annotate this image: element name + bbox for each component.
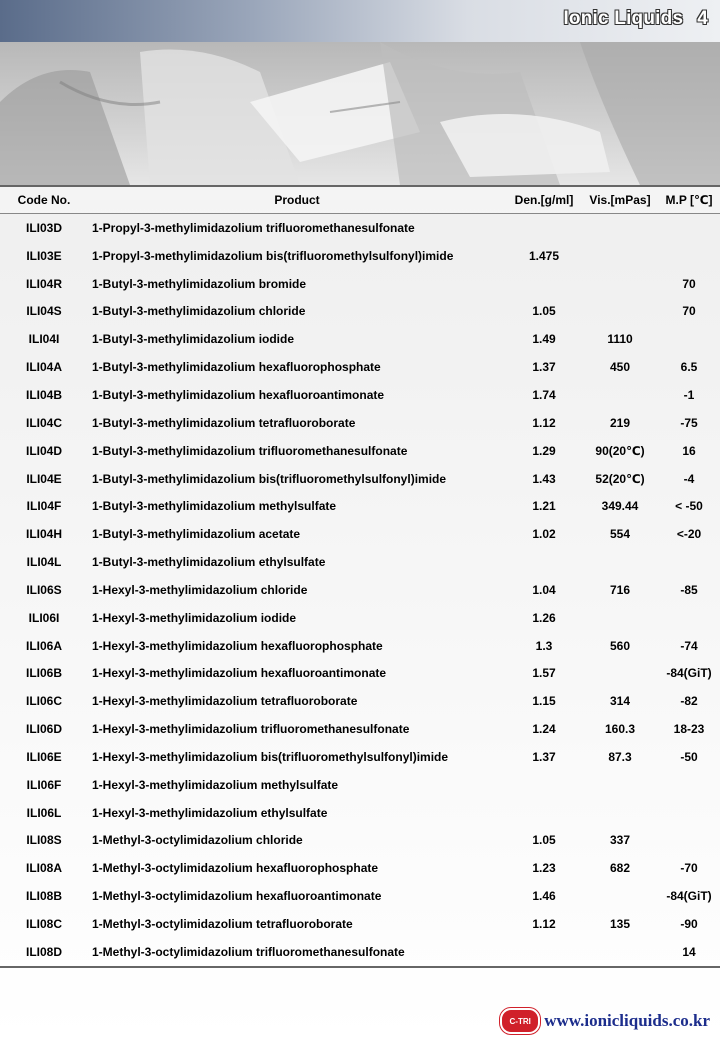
table-row bbox=[0, 743, 720, 771]
cell-code: ILI04R bbox=[25, 276, 62, 291]
title-text: Ionic Liquids bbox=[563, 8, 684, 29]
cell-code: ILI04I bbox=[28, 332, 60, 347]
cell-den: 1.29 bbox=[532, 443, 556, 458]
cell-vis bbox=[582, 604, 658, 632]
table-row bbox=[0, 492, 720, 520]
cell-code: ILI04C bbox=[25, 415, 62, 430]
cell-den: 1.05 bbox=[532, 304, 556, 319]
cell-product: 1-Methyl-3-octylimidazolium chloride bbox=[92, 833, 303, 848]
cell-vis bbox=[582, 381, 658, 409]
cell-mp: -90 bbox=[680, 917, 698, 932]
table-row bbox=[0, 353, 720, 381]
cell-vis: 90(20℃) bbox=[595, 443, 645, 458]
cell-code: ILI04F bbox=[26, 499, 62, 514]
table-row bbox=[0, 520, 720, 548]
cell-vis bbox=[582, 548, 658, 576]
cell-vis: 349.44 bbox=[601, 499, 639, 514]
table-row bbox=[0, 548, 720, 576]
header-photo bbox=[0, 42, 720, 185]
cell-product: 1-Hexyl-3-methylimidazolium ethylsulfate bbox=[92, 805, 328, 820]
table-row bbox=[0, 465, 720, 493]
cell-mp bbox=[658, 548, 720, 576]
cell-product: 1-Butyl-3-methylimidazolium bromide bbox=[92, 276, 307, 291]
cell-mp: -70 bbox=[680, 861, 698, 876]
cell-den: 1.475 bbox=[528, 248, 560, 263]
table-row bbox=[0, 771, 720, 799]
table-row bbox=[0, 409, 720, 437]
table-row bbox=[0, 910, 720, 938]
cell-product: 1-Butyl-3-methylimidazolium hexafluorophosphate bbox=[92, 360, 381, 375]
cell-code: ILI04H bbox=[25, 527, 62, 542]
table-row bbox=[0, 938, 720, 966]
cell-den: 1.02 bbox=[532, 527, 556, 542]
cell-product: 1-Hexyl-3-methylimidazolium trifluoromethanesulfonate bbox=[92, 722, 410, 737]
cell-vis: 337 bbox=[609, 833, 631, 848]
cell-code: ILI08B bbox=[25, 889, 62, 904]
table-row bbox=[0, 325, 720, 353]
cell-den bbox=[506, 270, 582, 298]
cell-product: 1-Butyl-3-methylimidazolium trifluoromethanesulfonate bbox=[92, 443, 408, 458]
cell-vis bbox=[582, 882, 658, 910]
cell-mp bbox=[658, 242, 720, 270]
cell-mp: 14 bbox=[682, 944, 696, 959]
cell-mp: < -50 bbox=[675, 499, 703, 514]
cell-mp: -50 bbox=[680, 749, 698, 764]
cell-code: ILI06S bbox=[26, 582, 62, 597]
cell-vis: 1110 bbox=[607, 332, 633, 347]
cell-vis: 716 bbox=[609, 582, 631, 597]
cell-den: 1.74 bbox=[532, 387, 556, 402]
table-row bbox=[0, 437, 720, 465]
cell-den bbox=[506, 799, 582, 827]
cell-code: ILI04A bbox=[25, 360, 62, 375]
cell-code: ILI06B bbox=[25, 666, 62, 681]
cell-vis bbox=[582, 799, 658, 827]
col-header-density: Den.[g/ml] bbox=[506, 187, 582, 214]
table-row bbox=[0, 242, 720, 270]
cell-code: ILI06C bbox=[25, 694, 62, 709]
cell-den bbox=[506, 938, 582, 966]
cell-vis bbox=[582, 938, 658, 966]
cell-code: ILI04E bbox=[26, 471, 62, 486]
cell-code: ILI03D bbox=[25, 220, 62, 235]
cell-product: 1-Methyl-3-octylimidazolium hexafluorophosphate bbox=[92, 861, 379, 876]
cell-code: ILI06L bbox=[26, 805, 62, 820]
cell-mp: -82 bbox=[680, 694, 698, 709]
table-row bbox=[0, 799, 720, 827]
table-row bbox=[0, 381, 720, 409]
cell-code: ILI04S bbox=[26, 304, 62, 319]
cell-vis: 135 bbox=[609, 917, 631, 932]
lab-photo-illustration bbox=[0, 42, 720, 185]
cell-den: 1.23 bbox=[532, 861, 556, 876]
cell-vis: 314 bbox=[609, 694, 631, 709]
cell-product: 1-Butyl-3-methylimidazolium tetrafluoroborate bbox=[92, 415, 356, 430]
cell-vis bbox=[582, 660, 658, 688]
cell-vis bbox=[582, 214, 658, 242]
cell-mp bbox=[658, 827, 720, 855]
cell-product: 1-Butyl-3-methylimidazolium acetate bbox=[92, 527, 301, 542]
cell-product: 1-Methyl-3-octylimidazolium hexafluoroantimonate bbox=[92, 889, 382, 904]
cell-den: 1.05 bbox=[532, 833, 556, 848]
cell-product: 1-Hexyl-3-methylimidazolium bis(trifluoromethylsulfonyl)imide bbox=[92, 749, 449, 764]
cell-product: 1-Hexyl-3-methylimidazolium methylsulfate bbox=[92, 777, 339, 792]
cell-mp: -75 bbox=[680, 415, 698, 430]
cell-code: ILI04L bbox=[26, 555, 62, 570]
cell-den: 1.04 bbox=[532, 582, 556, 597]
cell-code: ILI06E bbox=[26, 749, 62, 764]
cell-vis: 560 bbox=[609, 638, 631, 653]
product-table bbox=[0, 185, 720, 968]
table-row bbox=[0, 715, 720, 743]
cell-mp: 18-23 bbox=[673, 722, 705, 737]
cell-vis: 554 bbox=[609, 527, 631, 542]
page-number: 4 bbox=[697, 8, 708, 29]
website-link[interactable]: www.ionicliquids.co.kr bbox=[544, 1011, 710, 1030]
table-row bbox=[0, 632, 720, 660]
cell-mp: 70 bbox=[682, 276, 696, 291]
cell-code: ILI04B bbox=[25, 387, 62, 402]
table-row bbox=[0, 827, 720, 855]
cell-den: 1.57 bbox=[532, 666, 556, 681]
cell-vis bbox=[582, 298, 658, 326]
cell-vis: 52(20℃) bbox=[595, 471, 645, 486]
cell-code: ILI08C bbox=[25, 917, 62, 932]
table-row bbox=[0, 604, 720, 632]
cell-den: 1.37 bbox=[532, 749, 556, 764]
cell-den: 1.12 bbox=[532, 917, 556, 932]
cell-product: 1-Hexyl-3-methylimidazolium chloride bbox=[92, 582, 308, 597]
cell-product: 1-Butyl-3-methylimidazolium chloride bbox=[92, 304, 306, 319]
cell-den: 1.3 bbox=[535, 638, 553, 653]
table-row bbox=[0, 687, 720, 715]
table-body bbox=[0, 214, 720, 966]
cell-product: 1-Butyl-3-methylimidazolium methylsulfate bbox=[92, 499, 337, 514]
cell-product: 1-Hexyl-3-methylimidazolium hexafluoroantimonate bbox=[92, 666, 387, 681]
cell-den bbox=[506, 214, 582, 242]
cell-code: ILI06A bbox=[25, 638, 62, 653]
cell-den: 1.37 bbox=[532, 360, 556, 375]
table-row bbox=[0, 270, 720, 298]
cell-den: 1.24 bbox=[532, 722, 556, 737]
cell-vis: 160.3 bbox=[604, 722, 636, 737]
header-banner bbox=[0, 0, 720, 43]
cell-product: 1-Hexyl-3-methylimidazolium hexafluorophosphate bbox=[92, 638, 383, 653]
cell-den: 1.21 bbox=[532, 499, 556, 514]
cell-code: ILI06F bbox=[26, 777, 62, 792]
table-row bbox=[0, 660, 720, 688]
cell-den bbox=[506, 548, 582, 576]
cell-product: 1-Hexyl-3-methylimidazolium tetrafluoroborate bbox=[92, 694, 358, 709]
cell-product: 1-Hexyl-3-methylimidazolium iodide bbox=[92, 610, 297, 625]
cell-den: 1.43 bbox=[532, 471, 556, 486]
cell-product: 1-Methyl-3-octylimidazolium tetrafluoroborate bbox=[92, 917, 353, 932]
cell-den: 1.15 bbox=[532, 694, 556, 709]
cell-vis: 682 bbox=[609, 861, 631, 876]
col-header-melting-point: M.P [℃] bbox=[658, 187, 720, 214]
cell-den: 1.12 bbox=[532, 415, 556, 430]
col-header-product: Product bbox=[88, 187, 506, 214]
table-row bbox=[0, 854, 720, 882]
cell-product: 1-Butyl-3-methylimidazolium bis(trifluoromethylsulfonyl)imide bbox=[92, 471, 447, 486]
cell-product: 1-Butyl-3-methylimidazolium iodide bbox=[92, 332, 295, 347]
page-title bbox=[563, 8, 708, 30]
cell-mp bbox=[658, 799, 720, 827]
cell-code: ILI08A bbox=[25, 861, 62, 876]
cell-code: ILI06I bbox=[28, 610, 60, 625]
table-row bbox=[0, 214, 720, 242]
cell-code: ILI08S bbox=[26, 833, 62, 848]
cell-mp: -4 bbox=[683, 471, 695, 486]
cell-mp bbox=[658, 604, 720, 632]
cell-product: 1-Propyl-3-methylimidazolium bis(trifluoromethylsulfonyl)imide bbox=[92, 248, 454, 263]
cell-den: 1.46 bbox=[532, 889, 556, 904]
cell-product: 1-Methyl-3-octylimidazolium trifluoromethanesulfonate bbox=[92, 944, 405, 959]
cell-code: ILI08D bbox=[25, 944, 62, 959]
cell-mp: 6.5 bbox=[680, 360, 698, 375]
company-logo bbox=[500, 1008, 540, 1034]
table-header-row bbox=[0, 187, 720, 214]
logo-text: C-TRI bbox=[509, 1016, 531, 1026]
cell-vis bbox=[582, 242, 658, 270]
cell-mp: 70 bbox=[682, 304, 696, 319]
cell-mp: -84(GiT) bbox=[666, 889, 712, 904]
col-header-viscosity: Vis.[mPas] bbox=[582, 187, 658, 214]
cell-mp: -74 bbox=[680, 638, 698, 653]
cell-mp bbox=[658, 325, 720, 353]
table-row bbox=[0, 576, 720, 604]
cell-product: 1-Propyl-3-methylimidazolium trifluoromethanesulfonate bbox=[92, 220, 415, 235]
footer bbox=[500, 1008, 710, 1034]
cell-product: 1-Butyl-3-methylimidazolium hexafluoroantimonate bbox=[92, 387, 385, 402]
cell-mp bbox=[658, 214, 720, 242]
cell-den bbox=[506, 771, 582, 799]
cell-vis: 219 bbox=[609, 415, 631, 430]
cell-mp: -84(GiT) bbox=[666, 666, 712, 681]
cell-code: ILI03E bbox=[26, 248, 62, 263]
table-row bbox=[0, 298, 720, 326]
cell-vis bbox=[582, 771, 658, 799]
cell-vis: 87.3 bbox=[608, 749, 632, 764]
cell-mp: -85 bbox=[680, 582, 698, 597]
cell-mp bbox=[658, 771, 720, 799]
cell-product: 1-Butyl-3-methylimidazolium ethylsulfate bbox=[92, 555, 326, 570]
cell-mp: -1 bbox=[683, 387, 695, 402]
cell-code: ILI04D bbox=[25, 443, 62, 458]
cell-den: 1.49 bbox=[532, 332, 556, 347]
cell-mp: <-20 bbox=[676, 527, 702, 542]
table-row bbox=[0, 882, 720, 910]
cell-code: ILI06D bbox=[25, 722, 62, 737]
cell-mp: 16 bbox=[682, 443, 696, 458]
cell-vis bbox=[582, 270, 658, 298]
col-header-code: Code No. bbox=[0, 187, 88, 214]
cell-den: 1.26 bbox=[532, 610, 556, 625]
cell-vis: 450 bbox=[609, 360, 631, 375]
